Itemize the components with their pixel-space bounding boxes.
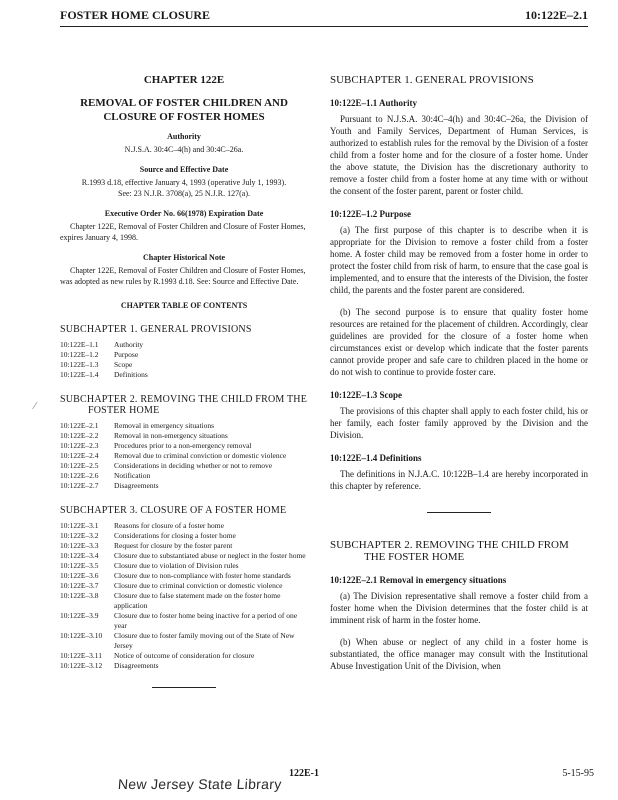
toc-subchapter-1-title: SUBCHAPTER 1. GENERAL PROVISIONS [60, 324, 252, 335]
toc-item-number: 10:122E–2.7 [60, 481, 99, 490]
section-2-1-paragraph-b: (b) When abuse or neglect of any child in a foster home is substantiated, the office manager may consult with the Institutional Abuse Investigation Unit of the Division, when [330, 637, 588, 671]
executive-order-heading: Executive Order No. 66(1978) Expiration Date [104, 209, 264, 218]
toc-item [60, 521, 308, 531]
toc-item [60, 431, 308, 441]
section-2-1-paragraph-a: (a) The Division representative shall remove a foster child from a foster home when the Division determines that the foster child is at imminent risk of harm in the foster home. [330, 591, 588, 625]
toc-item [60, 611, 308, 631]
toc-item-title: Scope [114, 360, 133, 369]
section-1-1-text: Pursuant to N.J.S.A. 30:4C–4(h) and 30:4C–26a, the Division of Youth and Family Services, Department of Human Services, is authorized to establish rules for the removal by the Division of a foster child from a foster home and for the closure of a foster home. Under the above statute, the Division has the discretionary authority to remove a foster child from a foster home at any time with or without the consent of the foster parent, parent or foster child. [330, 114, 588, 196]
toc-item [60, 481, 308, 491]
toc-item-title: Definitions [114, 370, 148, 379]
chapter-number: CHAPTER 122E [143, 74, 225, 86]
chapter-title [60, 96, 308, 124]
toc-item-number: 10:122E–3.7 [60, 581, 99, 590]
toc-item-number: 10:122E–3.6 [60, 571, 99, 580]
section-1-4-text: The definitions in N.J.A.C. 10:122B–1.4 are hereby incorporated in this chapter by reference. [330, 469, 588, 491]
toc-item [60, 340, 308, 350]
authority-heading: Authority [167, 132, 201, 141]
toc-item-title: Removal in emergency situations [114, 421, 215, 430]
toc-item-number: 10:122E–2.5 [60, 461, 99, 470]
section-1-1-heading: 10:122E–1.1 Authority [330, 98, 418, 108]
toc-item-number: 10:122E–1.2 [60, 350, 99, 359]
toc-item-number: 10:122E–3.10 [60, 631, 103, 640]
header-section-number: 10:122E–2.1 [525, 8, 588, 22]
toc-item-title: Removal in non-emergency situations [114, 431, 228, 440]
section-1-4-heading: 10:122E–1.4 Definitions [330, 453, 422, 463]
supplement-date: 5-15-95 [562, 768, 594, 779]
toc-item [60, 661, 308, 671]
toc-item [60, 461, 308, 471]
toc-item-title: Removal due to criminal conviction or domestic violence [114, 451, 287, 460]
toc-item-number: 10:122E–3.5 [60, 561, 99, 570]
toc-item [60, 360, 308, 370]
section-1-2-heading: 10:122E–1.2 Purpose [330, 209, 411, 219]
chapter-title-line-2: CLOSURE OF FOSTER HOMES [103, 111, 265, 123]
toc-item-title: Authority [114, 340, 144, 349]
section-2-1-heading: 10:122E–2.1 Removal in emergency situations [330, 575, 507, 585]
toc-item [60, 631, 308, 651]
page-number: 122E-1 [289, 768, 319, 779]
source-heading: Source and Effective Date [139, 165, 229, 174]
historical-note-heading: Chapter Historical Note [142, 253, 226, 262]
section-1-3-text: The provisions of this chapter shall apply to each foster child, his or her family, each foster family approved by the Division and the Division. [330, 406, 588, 440]
toc-item-title: Closure due to substantiated abuse or neglect in the foster home [114, 551, 306, 560]
toc-item [60, 350, 308, 360]
subchapter-2-heading-line-1: SUBCHAPTER 2. REMOVING THE CHILD FROM [330, 539, 569, 551]
toc-item-title: Disagreements [114, 481, 159, 490]
toc-subchapter-1-heading [60, 324, 308, 335]
toc-subchapter-2-title-line-1: SUBCHAPTER 2. REMOVING THE CHILD FROM THE [60, 394, 308, 405]
right-column-rule [427, 512, 491, 513]
subchapter-1-heading: SUBCHAPTER 1. GENERAL PROVISIONS [330, 74, 534, 86]
toc-item-title: Closure due to foster home being inactive for a period of one year [114, 611, 298, 630]
toc-item-number: 10:122E–3.12 [60, 661, 103, 670]
toc-subchapter-2-list [60, 421, 308, 491]
toc-item-number: 10:122E–3.2 [60, 531, 99, 540]
toc-item-title: Considerations in deciding whether or not to remove [114, 461, 273, 470]
toc-item-title: Purpose [114, 350, 139, 359]
margin-pencil-mark: ⁄ [34, 401, 36, 412]
authority-text: N.J.S.A. 30:4C–4(h) and 30:4C–26a. [124, 145, 244, 154]
toc-item [60, 421, 308, 431]
toc-item [60, 451, 308, 461]
running-header [60, 6, 588, 27]
toc-item [60, 441, 308, 451]
toc-subchapter-3-title: SUBCHAPTER 3. CLOSURE OF A FOSTER HOME [60, 505, 287, 516]
source-line-1: R.1993 d.18, effective January 4, 1993 (operative July 1, 1993). [81, 178, 287, 187]
toc-item-number: 10:122E–2.6 [60, 471, 99, 480]
toc-item-title: Procedures prior to a non-emergency removal [114, 441, 252, 450]
toc-item-number: 10:122E–2.3 [60, 441, 99, 450]
toc-heading: CHAPTER TABLE OF CONTENTS [120, 301, 248, 310]
toc-subchapter-3-heading [60, 505, 308, 516]
left-column-end-rule [152, 687, 216, 688]
toc-item [60, 651, 308, 661]
subchapter-2-heading [330, 539, 588, 563]
toc-item-title: Closure due to criminal conviction or domestic violence [114, 581, 283, 590]
toc-item-title: Considerations for closing a foster home [114, 531, 236, 540]
section-1-3-heading: 10:122E–1.3 Scope [330, 390, 402, 400]
toc-item-number: 10:122E–3.8 [60, 591, 99, 600]
toc-item-number: 10:122E–2.1 [60, 421, 99, 430]
toc-subchapter-3-list [60, 521, 308, 671]
toc-item-number: 10:122E–3.4 [60, 551, 99, 560]
toc-item-number: 10:122E–1.4 [60, 370, 99, 379]
toc-item-number: 10:122E–2.4 [60, 451, 99, 460]
toc-item-title: Closure due to false statement made on the foster home application [114, 591, 281, 610]
toc-item [60, 591, 308, 611]
toc-item-title: Reasons for closure of a foster home [114, 521, 224, 530]
toc-item [60, 561, 308, 571]
source-line-2: See: 23 N.J.R. 3708(a), 25 N.J.R. 127(a). [118, 189, 250, 198]
left-column [60, 62, 308, 688]
subchapter-2-heading-line-2: THE FOSTER HOME [364, 551, 465, 563]
toc-subchapter-2-heading [60, 394, 308, 416]
library-stamp: New Jersey State Library [117, 776, 283, 792]
header-chapter-title: FOSTER HOME CLOSURE [60, 8, 211, 22]
toc-item [60, 541, 308, 551]
toc-item-title: Notice of outcome of consideration for closure [114, 651, 255, 660]
section-1-2-paragraph-b: (b) The second purpose is to ensure that quality foster home resources are retained for the placement of children. Accordingly, clear guidelines are provided for the closure of a foster home when circumstances exist or develop which indicate that the foster parents cannot provide proper and safe care to children placed in the home or do not wish to continue to provide foster care. [330, 307, 588, 377]
toc-item-number: 10:122E–3.1 [60, 521, 99, 530]
toc-item [60, 551, 308, 561]
toc-item [60, 370, 308, 380]
toc-item-title: Notification [114, 471, 151, 480]
toc-item-title: Closure due to foster family moving out of the State of New Jersey [114, 631, 295, 650]
toc-item-title: Closure due to non-compliance with foster home standards [114, 571, 291, 580]
section-1-2-paragraph-a: (a) The first purpose of this chapter is to describe when it is appropriate for the Division to remove a foster child from a foster home. A foster child may be removed from a foster home in order to protect the foster child from risk of harm, to ensure that the case goal is implemented, and to ensure that the interests of the Division, the foster child, the parents and the foster parent are considered. [330, 225, 588, 295]
toc-item-title: Closure due to violation of Division rules [114, 561, 239, 570]
toc-item-number: 10:122E–1.1 [60, 340, 99, 349]
toc-item-title: Request for closure by the foster parent [114, 541, 233, 550]
right-column [330, 62, 588, 682]
historical-note-text: Chapter 122E, Removal of Foster Children and Closure of Foster Homes, was adopted as new rules by R.1993 d.18. See: Source and Effective Date. [60, 266, 306, 286]
toc-item-number: 10:122E–2.2 [60, 431, 99, 440]
toc-item-number: 10:122E–3.9 [60, 611, 99, 620]
toc-item-title: Disagreements [114, 661, 159, 670]
toc-subchapter-2-title-line-2: FOSTER HOME [88, 405, 160, 416]
toc-item [60, 531, 308, 541]
toc-item-number: 10:122E–1.3 [60, 360, 99, 369]
toc-item [60, 471, 308, 481]
executive-order-text: Chapter 122E, Removal of Foster Children and Closure of Foster Homes, expires January 4, 1998. [60, 222, 306, 242]
toc-item [60, 571, 308, 581]
toc-item [60, 581, 308, 591]
toc-item-number: 10:122E–3.3 [60, 541, 99, 550]
toc-item-number: 10:122E–3.11 [60, 651, 103, 660]
toc-subchapter-1-list [60, 340, 308, 380]
chapter-title-line-1: REMOVAL OF FOSTER CHILDREN AND [80, 97, 288, 109]
